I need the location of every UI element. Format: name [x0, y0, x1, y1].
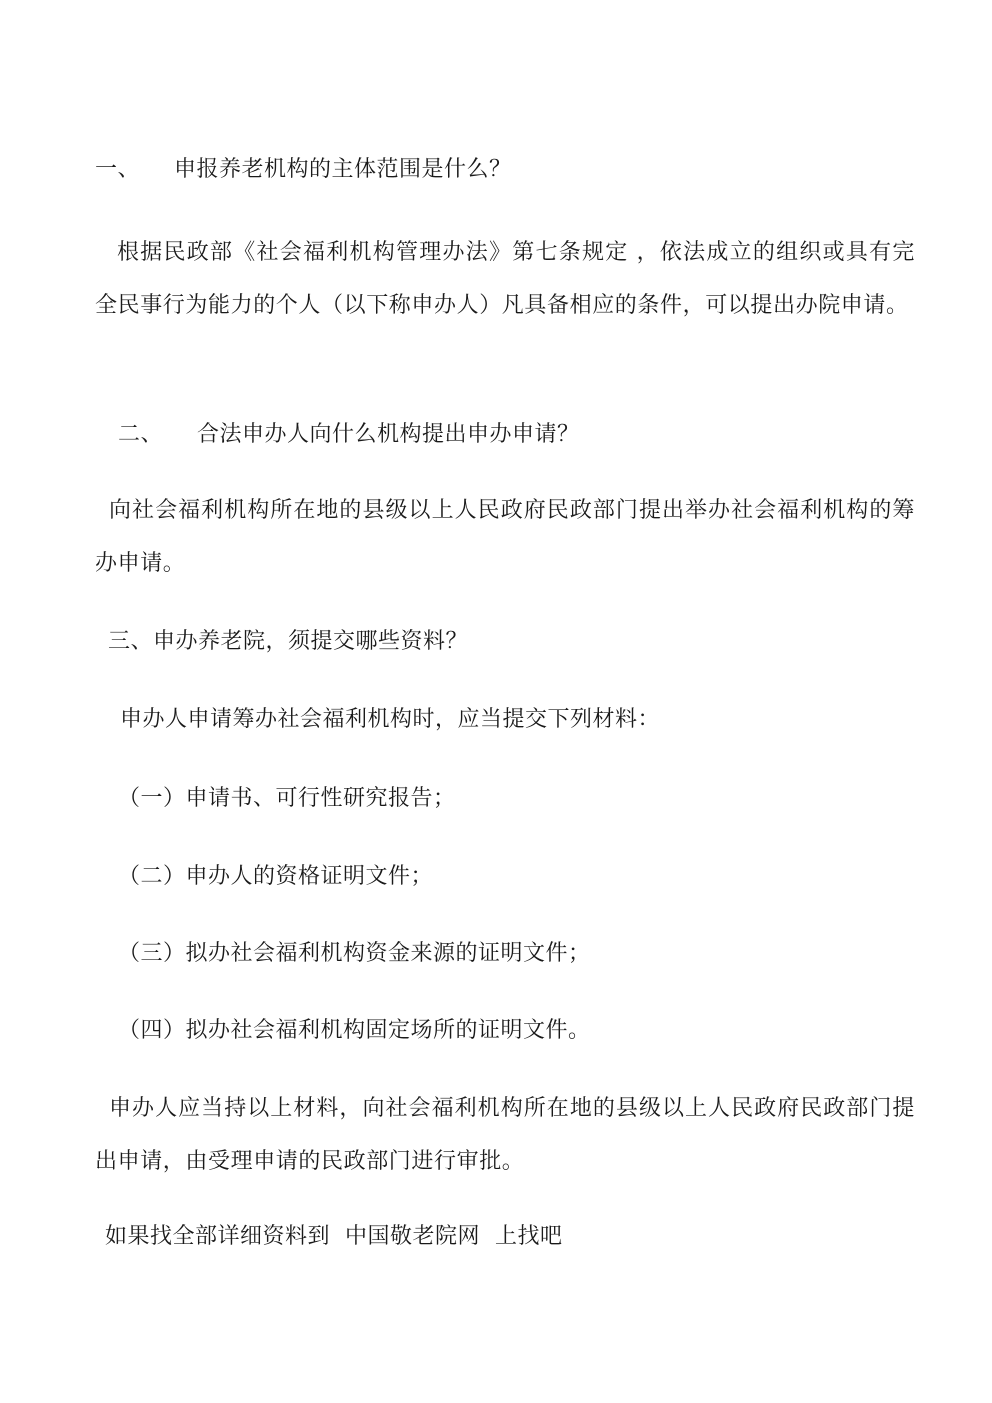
- q3-item-1: （一）申请书、可行性研究报告；: [118, 786, 456, 811]
- q2-heading: [118, 420, 580, 450]
- q3-heading: 三、申办养老院，须提交哪些资料？: [108, 629, 469, 654]
- q1-heading-text: 申报养老机构的主体范围是什么？: [174, 157, 512, 182]
- q2-heading-text: 合法申办人向什么机构提出申办申请？: [197, 422, 580, 447]
- q1-heading-prefix: 一、: [95, 157, 141, 182]
- q3-item-2: （二）申办人的资格证明文件；: [118, 864, 434, 889]
- q1-answer: 根据民政部《社会福利机构管理办法》第七条规定 ，依法成立的组织或具有完全民事行为能力的个人（以下称申办人）凡具备相应的条件，可以提出办院申请。: [95, 240, 915, 318]
- q3-intro: 申办人申请筹办社会福利机构时，应当提交下列材料：: [120, 707, 661, 732]
- footer-note: 如果找全部详细资料到 中国敬老院网 上找吧: [105, 1224, 563, 1249]
- q3-conclusion: 申办人应当持以上材料，向社会福利机构所在地的县级以上人民政府民政部门提出申请，由受理申请的民政部门进行审批。: [95, 1096, 915, 1174]
- q2-answer: 向社会福利机构所在地的县级以上人民政府民政部门提出举办社会福利机构的筹办申请。: [95, 498, 915, 576]
- q2-heading-prefix: 二、: [118, 422, 164, 447]
- q1-heading: [95, 155, 512, 185]
- q3-item-3: （三）拟办社会福利机构资金来源的证明文件；: [118, 941, 591, 966]
- q3-item-4: （四）拟办社会福利机构固定场所的证明文件。: [118, 1018, 591, 1043]
